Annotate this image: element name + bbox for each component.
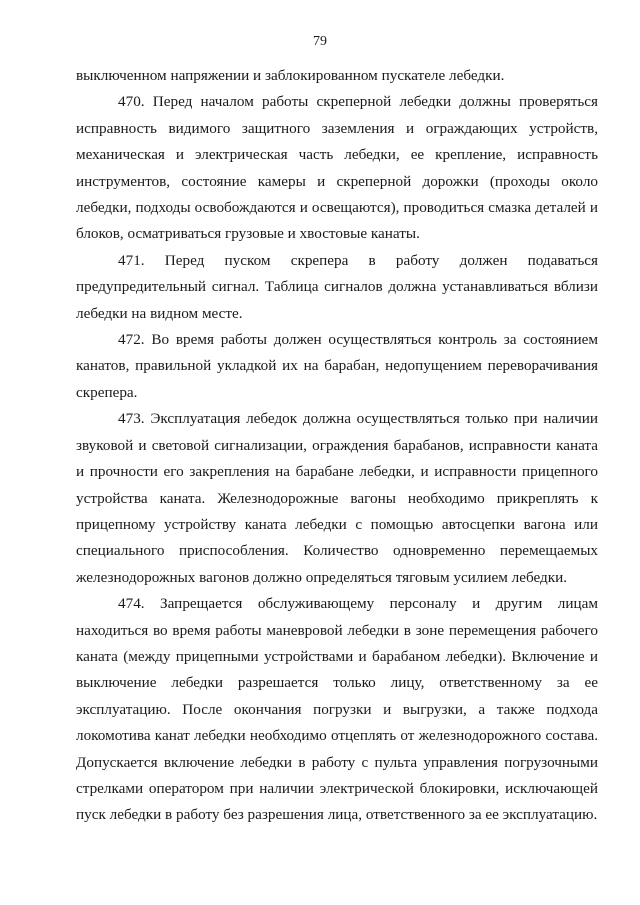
paragraph-continuation: выключенном напряжении и заблокированном пускателе лебедки. bbox=[76, 67, 505, 84]
paragraph-472: 472. Во время работы должен осуществляться контроль за состоянием канатов, правильной укладкой их на барабан, недопущением переворачивания скрепера. bbox=[76, 331, 598, 401]
page-number: 79 bbox=[313, 34, 327, 49]
paragraph-474: 474. Запрещается обслуживающему персоналу и другим лицам находиться во время работы маневровой лебедки в зоне перемещения рабочего каната (между прицепными устройствами и барабаном лебедки). Включение и выключение лебедки разрешается только лицу, ответственному за ее эксплуатацию. После окончания погрузки и выгрузки, а также подхода локомотива канат лебедки необходимо отцеплять от железнодорожного состава. Допускается включение лебедки в работу с пульта управления погрузочными стрелками оператором при наличии электрической блокировки, исключающей пуск лебедки в работу без разрешения лица, ответственного за ее эксплуатацию. bbox=[76, 595, 598, 824]
paragraph-471: 471. Перед пуском скрепера в работу должен подаваться предупредительный сигнал. Таблица сигналов должна устанавливаться вблизи лебедки на видном месте. bbox=[76, 251, 598, 322]
paragraph-473: 473. Эксплуатация лебедок должна осуществляться только при наличии звуковой и световой сигнализации, ограждения барабанов, исправности каната и прочности его закрепления на барабане лебедки, и исправности прицепного устройства каната. Железнодорожные вагоны необходимо прикреплять к прицепному устройству каната лебедки с помощью автосцепки вагона или специального приспособления. Количество одновременно перемещаемых железнодорожных вагонов должно определяться тяговым усилием лебедки. bbox=[76, 410, 598, 586]
document-body bbox=[76, 63, 598, 829]
paragraph-470: 470. Перед началом работы скреперной лебедки должны проверяться исправность видимого защитного заземления и ограждающих устройств, механическая и электрическая часть лебедки, ее крепление, исправность инструментов, состояние камеры и скреперной дорожки (проходы около лебедки, подходы освобождаются и освещаются), проводиться смазка деталей и блоков, осматриваться грузовые и хвостовые канаты. bbox=[76, 93, 598, 243]
